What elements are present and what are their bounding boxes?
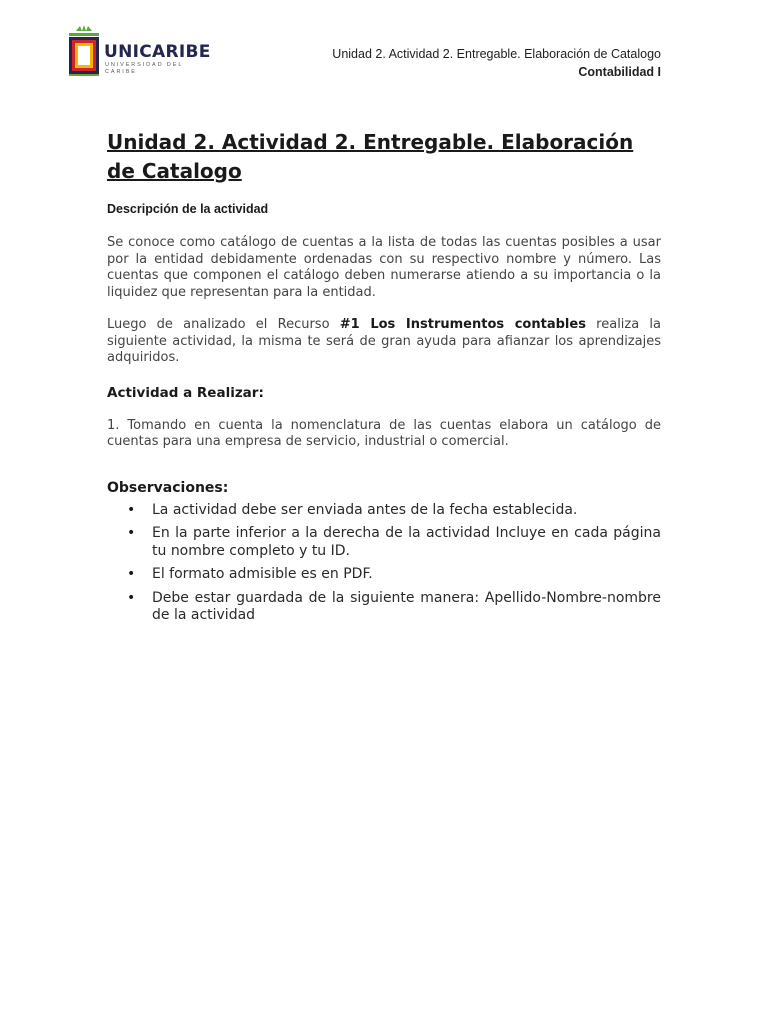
resource-text-before: Luego de analizado el Recurso [107,317,340,332]
observations-list [107,502,661,625]
description-label: Descripción de la actividad [107,202,269,216]
activity-instructions: 1. Tomando en cuenta la nomenclatura de las cuentas elabora un catálogo de cuentas para una empresa de servicio, industrial o comercial. [107,417,661,449]
observation-text: El formato admisible es en PDF. [152,566,373,582]
page-header [332,45,661,81]
logo-tagline: UNIVERSIDAD DEL CARIBE [105,62,184,75]
resource-text-after: realiza la siguiente actividad, la misma te será de gran ayuda para afianzar los aprendizajes adquiridos. [107,317,662,365]
observation-item [107,525,661,560]
header-activity-title: Unidad 2. Actividad 2. Entregable. Elaboración de Catalogo [332,47,661,61]
observation-text: Debe estar guardada de la siguiente manera: Apellido-Nombre-nombre de la actividad [152,589,661,623]
observations-title: Observaciones: [107,479,229,496]
activity-label: Actividad a Realizar: [107,384,264,401]
observation-text: La actividad debe ser enviada antes de la fecha establecida. [152,501,578,518]
unicaribe-logo [67,25,211,80]
observation-item [107,566,661,584]
unicaribe-emblem-icon [67,25,101,77]
resource-paragraph [107,317,661,367]
observation-text: En la parte inferior a la derecha de la actividad Incluye en cada página tu nombre completo y tu ID. [152,525,661,559]
document-body [107,128,661,631]
bullet-icon: • [127,566,136,582]
observation-item [107,502,661,520]
description-paragraph: Se conoce como catálogo de cuentas a la lista de todas las cuentas posibles a usar por la entidad debidamente ordenadas con su respectivo nombre y número. Las cuentas que componen el catálogo deben numerarse atiendo a su importancia o la liquidez que representan para la entidad. [107,235,661,300]
document-title: Unidad 2. Actividad 2. Entregable. Elaboración de Catalogo [107,130,634,183]
resource-name: #1 Los Instrumentos contables [339,317,586,332]
logo-wordmark: UNICARIBE [104,42,211,62]
header-course-name: Contabilidad I [578,65,661,79]
bullet-icon: • [127,525,136,541]
observation-item [107,590,661,625]
bullet-icon: • [127,589,136,606]
bullet-icon: • [127,501,136,518]
